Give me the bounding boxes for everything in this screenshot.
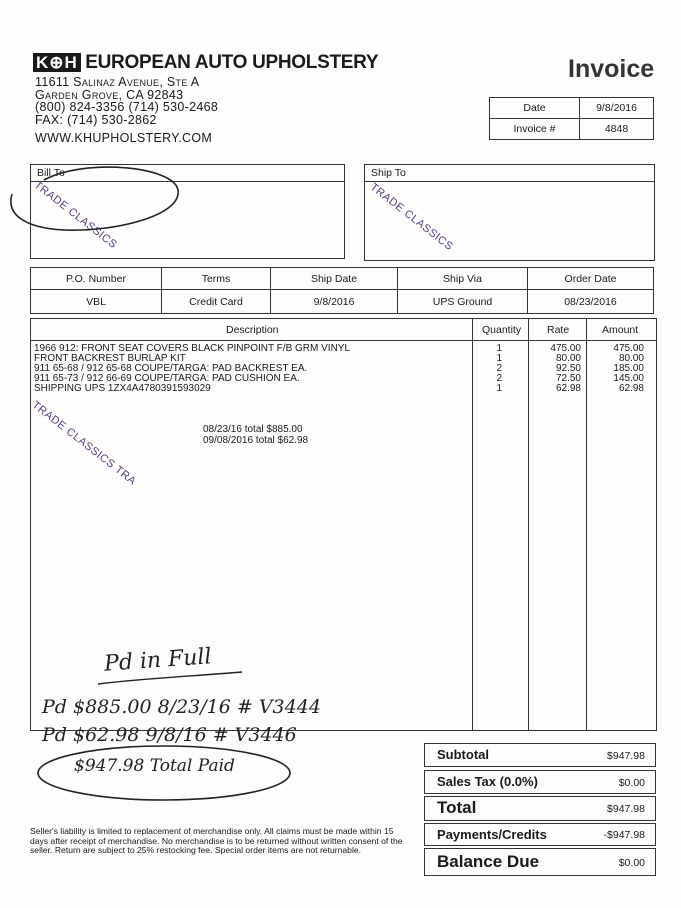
invoice-number-value: 4848 bbox=[580, 119, 654, 140]
total-value: $947.98 bbox=[607, 803, 645, 815]
ship-to-box bbox=[364, 164, 655, 261]
terms-value: Credit Card bbox=[162, 290, 271, 314]
balance-due-label: Balance Due bbox=[437, 852, 540, 871]
payments-value: -$947.98 bbox=[603, 829, 645, 841]
fax-line: FAX: (714) 530-2862 bbox=[35, 112, 157, 127]
sales-tax-value: $0.00 bbox=[618, 777, 645, 789]
subtotal-value: $947.98 bbox=[607, 750, 645, 762]
order-date-value: 08/23/2016 bbox=[528, 290, 654, 314]
quantity-header: Quantity bbox=[482, 324, 522, 336]
po-number-value: VBL bbox=[31, 290, 162, 314]
ship-via-value: UPS Ground bbox=[398, 290, 528, 314]
payment-note: 09/08/2016 total $62.98 bbox=[203, 435, 309, 446]
total-row bbox=[424, 796, 656, 821]
address-line-1: 11611 Salinaz Avenue, Ste A bbox=[35, 75, 200, 89]
rate-header: Rate bbox=[547, 324, 570, 336]
bill-to-label: Bill To bbox=[31, 165, 344, 182]
handwritten-payment-2: Pd $62.98 9/8/16 # V3446 bbox=[42, 724, 297, 746]
company-header bbox=[33, 52, 378, 74]
website: WWW.KHUPHOLSTERY.COM bbox=[35, 131, 213, 145]
handwritten-underline bbox=[96, 668, 246, 688]
handwritten-total-paid: $947.98 Total Paid bbox=[74, 756, 235, 776]
ship-date-value: 9/8/2016 bbox=[271, 290, 398, 314]
date-label: Date bbox=[490, 98, 580, 119]
order-date-header: Order Date bbox=[528, 268, 654, 290]
ship-to-label: Ship To bbox=[365, 165, 654, 182]
balance-due-row bbox=[424, 848, 656, 876]
ship-date-header: Ship Date bbox=[271, 268, 398, 290]
line-items-table: Description Quantity Rate Amount 1966 912: FRONT SEAT COVERS BLACK PINPOINT F/B GRM VINYL 1 475.00 475.00 FRONT BACKREST BURLAP KIT 1 80.00 80.00 911 65-68 / 912 65-68 COUPE/TARGA: PAD BACKREST EA. 2 92.50 185.00 911 65-73 / 912 66-69 COUPE/TARGA: PAD CUSHION EA. 2 72.50 145.00 SHIPPING UPS 1ZX4A4780391593029 1 62.98 62.98 TRADE CLASSICS TRA 08/23/16 total $885.00 09/08/2016 total $62.98 bbox=[30, 318, 657, 731]
address-line-2: Garden Grove, CA 92843 bbox=[35, 87, 184, 102]
payment-note: 08/23/16 total $885.00 bbox=[203, 424, 303, 435]
date-value: 9/8/2016 bbox=[580, 98, 654, 119]
total-label: Total bbox=[437, 798, 477, 817]
watermark-stamp: TRADE CLASSICS TRA bbox=[29, 399, 139, 488]
invoice-number-label: Invoice # bbox=[490, 119, 580, 140]
terms-footnote: Seller's liability is limited to replacement of merchandise only. All claims must be made within 15 days after receipt of merchandise. No merchandise is to be returned without written consent of the seller. Return are subject to 25% restocking fee. Special order items are not returnable. bbox=[30, 826, 403, 856]
company-logo: K⊕H bbox=[33, 53, 81, 72]
payments-label: Payments/Credits bbox=[437, 827, 547, 842]
company-name: EUROPEAN AUTO UPHOLSTERY bbox=[85, 52, 379, 73]
document-title: Invoice bbox=[568, 55, 655, 83]
order-info-table bbox=[30, 267, 654, 314]
hand-drawn-circle bbox=[4, 158, 184, 238]
watermark-stamp: TRADE CLASSICS bbox=[31, 179, 120, 252]
handwritten-payment-1: Pd $885.00 8/23/16 # V3444 bbox=[42, 696, 321, 718]
payments-row bbox=[424, 823, 656, 846]
line-items-header bbox=[31, 319, 656, 341]
watermark-stamp: TRADE CLASSICS bbox=[367, 181, 456, 254]
terms-header: Terms bbox=[162, 268, 271, 290]
po-number-header: P.O. Number bbox=[31, 268, 162, 290]
phone-line: (800) 824-3356 (714) 530-2468 bbox=[35, 100, 219, 114]
sales-tax-label: Sales Tax (0.0%) bbox=[437, 774, 538, 789]
handwritten-paid-in-full: Pd in Full bbox=[103, 644, 213, 677]
company-address bbox=[35, 76, 218, 145]
balance-due-value: $0.00 bbox=[618, 857, 645, 869]
invoice-info-table bbox=[489, 97, 654, 140]
amount-header: Amount bbox=[602, 324, 639, 336]
hand-drawn-oval bbox=[34, 742, 296, 804]
ship-via-header: Ship Via bbox=[398, 268, 528, 290]
sales-tax-row bbox=[424, 770, 656, 794]
subtotal-row bbox=[424, 743, 656, 767]
description-header: Description bbox=[226, 324, 279, 336]
subtotal-label: Subtotal bbox=[437, 747, 489, 762]
